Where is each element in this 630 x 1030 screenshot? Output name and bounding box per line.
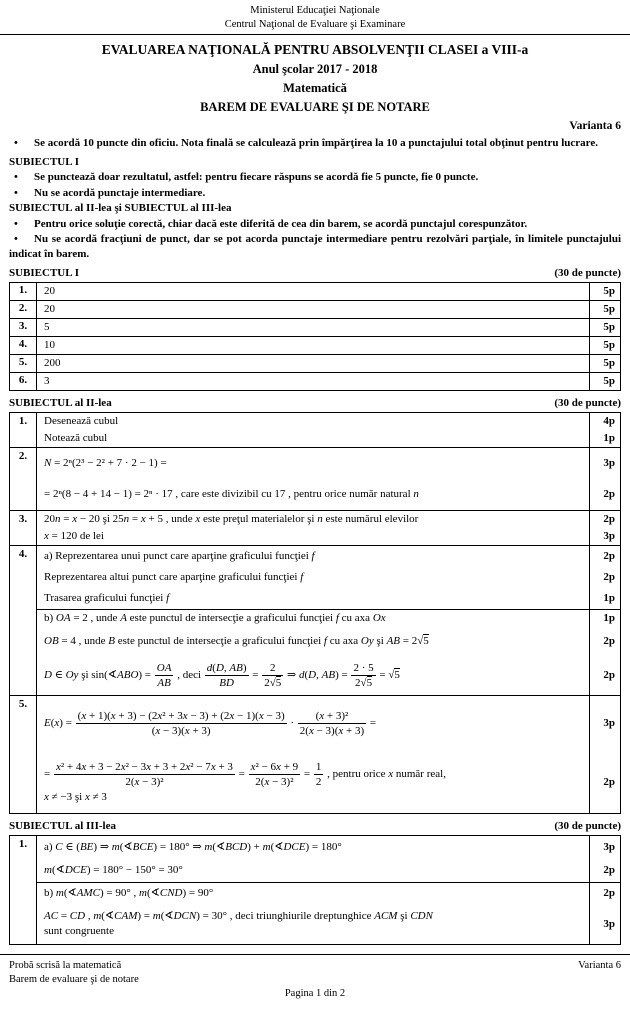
title-block <box>9 42 621 115</box>
points-cell: 5p <box>590 283 621 301</box>
points-cell: 2p <box>590 656 621 696</box>
table-row <box>10 836 621 860</box>
table-row <box>10 337 621 355</box>
center-name: Centrul Naţional de Evaluare şi Examinare <box>224 19 406 30</box>
table-row <box>10 430 621 448</box>
solution-line: E(x) = $\frac{\text{(x + 1)(x + 3) − (2x² + 3x − 3) + (2x − 1)(x − 3)}}{(x - 3)(x + 3)}$ · $\frac{\text{(x + 3)²}}{2(x - 3)(x + 3)}$ = <box>37 696 590 752</box>
row-number: 6. <box>10 373 37 391</box>
points-cell: 4p <box>590 413 621 431</box>
row-number: 4. <box>10 546 37 696</box>
table-row <box>10 511 621 529</box>
table-row <box>10 588 621 610</box>
section2-title: SUBIECTUL al II-lea <box>9 397 112 409</box>
answer-cell: 5 <box>37 319 590 337</box>
points-cell: 2p <box>590 479 621 511</box>
section2-header <box>9 396 621 411</box>
table-row <box>10 528 621 546</box>
footer-rule <box>0 954 630 955</box>
row-number: 2. <box>10 301 37 319</box>
solution-line: b) OA = 2 , unde A este punctul de intersecţie a graficului funcţiei f cu axa Ox <box>37 610 590 628</box>
intro-bullet-oficiu: • Se acordă 10 puncte din oficiu. Nota finală se calculează prin împărţirea la 10 a punctajului total obţinut pentru lucrare. <box>9 136 621 151</box>
solution-line: m(∢DCE) = 180° − 150° = 30° <box>44 864 183 876</box>
solution-line: 20n = x − 20 şi 25n = x + 5 , unde x este preţul materialelor şi n este numărul elevilor <box>37 511 590 529</box>
solution-line: N = 2ⁿ(2³ − 2² + 7 · 2 − 1) = <box>37 448 590 480</box>
points-cell: 1p <box>590 610 621 628</box>
header-rule <box>0 34 630 35</box>
ministry-name: Ministerul Educaţiei Naţionale <box>250 5 380 16</box>
row-number: 1. <box>10 836 37 945</box>
table-row <box>10 627 621 656</box>
section1-title: SUBIECTUL I <box>9 267 80 279</box>
answer-cell: 10 <box>37 337 590 355</box>
footer-doc-name: Barem de evaluare şi de notare <box>9 974 139 985</box>
subject2-table <box>9 412 621 814</box>
points-cell: 5p <box>590 319 621 337</box>
table-row <box>10 859 621 883</box>
table-row <box>10 546 621 568</box>
solution-line: D ∈ Oy şi sin(∢ABO) = $\frac{OA}{AB}$ , deci $\frac{d(D, AB)}{BD}$ = $\frac{2}{2√5}$ ⇒ d(D, AB) = $\frac{2 \cdot 5}{2√5}$ = √5 <box>44 662 400 689</box>
intro-subject23-bullet-1: • Pentru orice soluţie corectă, chiar dacă este diferită de cea din barem, se acordă punctajul corespunzător. <box>9 217 621 232</box>
subject3-table <box>9 835 621 945</box>
row-number: 3. <box>10 511 37 546</box>
table-row <box>10 413 621 431</box>
intro-subject23-heading: SUBIECTUL al II-lea şi SUBIECTUL al III-lea <box>9 202 232 214</box>
points-cell: 2p <box>590 859 621 883</box>
subject1-table <box>9 282 621 391</box>
points-cell: 3p <box>590 528 621 546</box>
table-row <box>10 883 621 905</box>
document-type: BAREM DE EVALUARE ŞI DE NOTARE <box>200 100 430 114</box>
intro-subject23-bullet-2: • Nu se acordă fracţiuni de punct, dar se pot acorda punctaje intermediare pentru rezolvări parţiale, în limitele punctajului indicat în barem. <box>9 232 621 261</box>
variant-label: Varianta 6 <box>569 120 621 132</box>
answer-cell: 20 <box>37 301 590 319</box>
footer-left <box>9 959 139 987</box>
table-row <box>10 751 621 814</box>
answer-cell: 200 <box>37 355 590 373</box>
points-cell: 2p <box>590 546 621 568</box>
row-number: 5. <box>10 355 37 373</box>
table-row <box>10 283 621 301</box>
points-cell: 2p <box>590 567 621 588</box>
points-cell: 2p <box>590 627 621 656</box>
points-cell: 3p <box>590 836 621 860</box>
row-number: 3. <box>10 319 37 337</box>
row-number: 1. <box>10 283 37 301</box>
points-cell: 5p <box>590 373 621 391</box>
table-row <box>10 479 621 511</box>
solution-line: Reprezentarea altui punct care aparţine graficului funcţiei f <box>44 571 304 583</box>
solution-line: Trasarea graficului funcţiei f <box>44 592 170 604</box>
solution-line: a) Reprezentarea unui punct care aparţine graficului funcţiei f <box>37 546 590 568</box>
document-footer <box>9 959 621 987</box>
table-row <box>10 904 621 945</box>
points-cell: 5p <box>590 301 621 319</box>
intro-subject1-bullet-1: • Se punctează doar rezultatul, astfel: pentru fiecare răspuns se acordă fie 5 puncte, fie 0 puncte. <box>9 170 621 185</box>
table-row <box>10 355 621 373</box>
points-cell: 3p <box>590 904 621 945</box>
exam-title: EVALUAREA NAŢIONALĂ PENTRU ABSOLVENŢII CLASEI a VIII-a <box>101 42 529 57</box>
points-cell: 1p <box>590 430 621 448</box>
solution-line: x = 120 de lei <box>44 530 104 542</box>
footer-page-number: Pagina 1 din 2 <box>284 988 346 999</box>
section1-points-total: (30 de puncte) <box>554 267 621 279</box>
footer-variant: Varianta 6 <box>578 960 621 971</box>
solution-line: AC = CD , m(∢CAM) = m(∢DCN) = 30° , deci triunghiurile dreptunghice ACM şi CDN sunt congruente <box>44 910 433 937</box>
points-cell: 5p <box>590 337 621 355</box>
section1-header <box>9 266 621 281</box>
answer-cell: 20 <box>44 285 55 297</box>
intro-subject1-heading: SUBIECTUL I <box>9 155 80 168</box>
points-cell: 3p <box>590 696 621 752</box>
row-number: 1. <box>10 413 37 448</box>
school-year: Anul şcolar 2017 - 2018 <box>252 62 378 76</box>
table-row <box>10 656 621 696</box>
intro-subject1-bullet-2: • Nu se acordă punctaje intermediare. <box>9 186 621 201</box>
table-row <box>10 610 621 628</box>
table-row <box>10 696 621 752</box>
section3-header <box>9 819 621 834</box>
subject-name: Matematică <box>283 81 347 95</box>
points-cell: 2p <box>590 511 621 529</box>
solution-line: OB = 4 , unde B este punctul de intersecţie a graficului funcţiei f cu axa Oy şi AB = 2√5 <box>44 635 429 647</box>
points-cell: 3p <box>590 448 621 480</box>
solution-line: a) C ∈ (BE) ⇒ m(∢BCE) = 180° ⇒ m(∢BCD) + m(∢DCE) = 180° <box>44 841 342 853</box>
solution-line: Notează cubul <box>44 432 108 444</box>
document-header <box>0 0 630 32</box>
solution-line: = $\frac{\text{x² + 4x + 3 − 2x² − 3x + 3 + 2x² − 7x + 3}}{\text{2(x − 3)²}}$ = $\frac{\text{x² − 6x + 9}}{\text{2(x − 3)²}}$ = $\frac{1}{2}$ , pentru orice x număr real, x ≠ −3 şi x ≠ 3 <box>44 761 446 803</box>
points-cell: 2p <box>590 751 621 814</box>
row-number: 5. <box>10 696 37 814</box>
points-cell: 1p <box>590 588 621 610</box>
row-number: 2. <box>10 448 37 511</box>
table-row <box>10 319 621 337</box>
table-row <box>10 448 621 480</box>
table-row <box>10 567 621 588</box>
solution-line: Desenează cubul <box>44 415 119 427</box>
footer-exam-name: Probă scrisă la matematică <box>9 960 122 971</box>
section3-title: SUBIECTUL al III-lea <box>9 820 116 832</box>
points-cell: 2p <box>590 883 621 905</box>
row-number: 4. <box>10 337 37 355</box>
points-cell: 5p <box>590 355 621 373</box>
table-row <box>10 301 621 319</box>
solution-line: = 2ⁿ(8 − 4 + 14 − 1) = 2ⁿ · 17 , care este divizibil cu 17 , pentru orice număr natural n <box>44 488 419 500</box>
section3-points-total: (30 de puncte) <box>554 820 621 832</box>
table-row <box>10 373 621 391</box>
answer-cell: 3 <box>37 373 590 391</box>
solution-line: b) m(∢AMC) = 90° , m(∢CND) = 90° <box>37 883 590 905</box>
section2-points-total: (30 de puncte) <box>554 397 621 409</box>
